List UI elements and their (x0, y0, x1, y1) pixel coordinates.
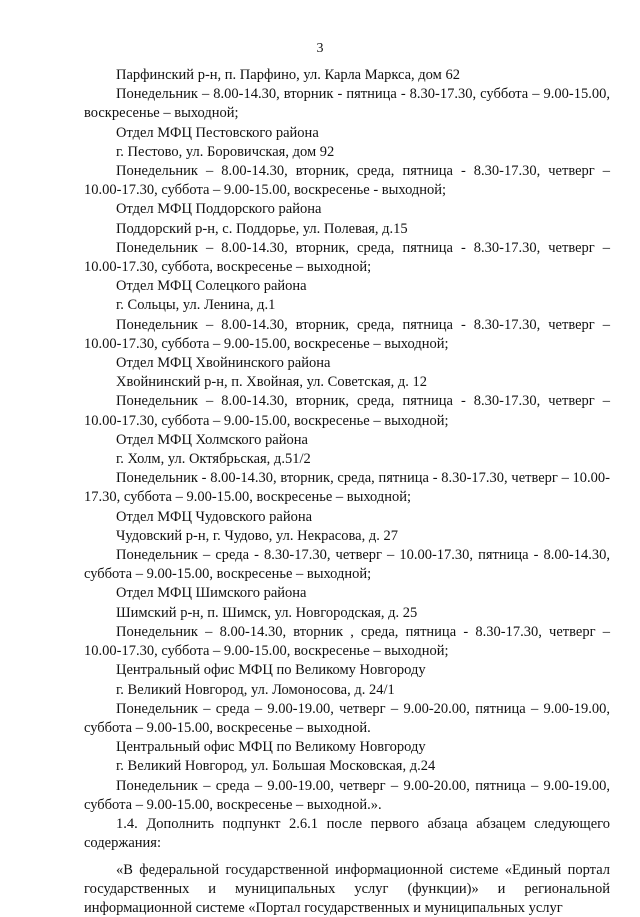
page-number: 3 (316, 41, 324, 56)
paragraph: Отдел МФЦ Солецкого района (116, 278, 307, 295)
document-body (84, 66, 610, 917)
paragraph: Понедельник – 8.00-14.30, вторник, среда, пятница - 8.30-17.30, четверг – 10.00-17.30, суббота – 9.00-15.00, воскресенье – выходной; (84, 393, 610, 429)
paragraph: Отдел МФЦ Поддорского района (116, 201, 322, 218)
paragraph: г. Великий Новгород, ул. Ломоносова, д. 24/1 (116, 681, 395, 698)
paragraph: Понедельник – среда – 9.00-19.00, четверг – 9.00-20.00, пятница – 9.00-19.00, суббота – 9.00-15.00, воскресенье – выходной.». (84, 777, 610, 813)
paragraph: Отдел МФЦ Пестовского района (116, 124, 319, 141)
paragraph: Отдел МФЦ Шимского района (116, 585, 307, 602)
paragraph: Парфинский р-н, п. Парфино, ул. Карла Маркса, дом 62 (116, 67, 460, 83)
paragraph: 1.4. Дополнить подпункт 2.6.1 после первого абзаца абзацем следующего содержания: (84, 815, 610, 852)
paragraph: г. Великий Новгород, ул. Большая Московская, д.24 (116, 758, 436, 775)
paragraph: Понедельник - 8.00-14.30, вторник, среда, пятница - 8.30-17.30, четверг – 10.00-17.30, суббота – 9.00-15.00, воскресенье – выходной; (84, 470, 610, 506)
paragraph: Отдел МФЦ Чудовского района (116, 508, 313, 525)
paragraph: Хвойнинский р-н, п. Хвойная, ул. Советская, д. 12 (116, 374, 428, 391)
paragraph: г. Сольцы, ул. Ленина, д.1 (116, 297, 276, 314)
paragraph: Шимский р-н, п. Шимск, ул. Новгородская, д. 25 (116, 604, 418, 621)
paragraph: Чудовский р-н, г. Чудово, ул. Некрасова, д. 27 (116, 527, 398, 544)
paragraph: Отдел МФЦ Хвойнинского района (116, 355, 331, 372)
paragraph: Понедельник – среда - 8.30-17.30, четверг – 10.00-17.30, пятница - 8.00-14.30, суббота – 9.00-15.00, воскресенье – выходной; (84, 547, 610, 583)
quote-paragraph: «В федеральной государственной информационной системе «Единый портал государственных и муниципальных услуг (функции)» и региональной информационной системе «Портал государственных и муниципальных услуг (84, 862, 610, 916)
paragraph: Центральный офис МФЦ по Великому Новгороду (116, 662, 426, 679)
paragraph: г. Пестово, ул. Боровичская, дом 92 (116, 143, 335, 160)
paragraph: Понедельник – 8.00-14.30, вторник - пятница - 8.30-17.30, суббота – 9.00-15.00, воскресенье – выходной; (84, 86, 610, 122)
paragraph: Понедельник – 8.00-14.30, вторник , среда, пятница - 8.30-17.30, четверг – 10.00-17.30, суббота – 9.00-15.00, воскресенье – выходной; (84, 623, 610, 660)
paragraph: Понедельник – 8.00-14.30, вторник, среда, пятница - 8.30-17.30, четверг – 10.00-17.30, суббота – 9.00-15.00, воскресенье - выходной; (84, 163, 610, 199)
paragraph: Отдел МФЦ Холмского района (116, 431, 308, 448)
paragraph: Понедельник – 8.00-14.30, вторник, среда, пятница - 8.30-17.30, четверг – 10.00-17.30, суббота, воскресенье – выходной; (84, 239, 610, 276)
paragraph: Поддорский р-н, с. Поддорье, ул. Полевая, д.15 (116, 220, 408, 237)
paragraph: Центральный офис МФЦ по Великому Новгороду (116, 739, 426, 756)
paragraph: Понедельник – 8.00-14.30, вторник, среда, пятница - 8.30-17.30, четверг – 10.00-17.30, суббота – 9.00-15.00, воскресенье – выходной; (84, 316, 610, 352)
paragraph: г. Холм, ул. Октябрьская, д.51/2 (116, 451, 311, 468)
paragraph: Понедельник – среда – 9.00-19.00, четверг – 9.00-20.00, пятница – 9.00-19.00, суббота – 9.00-15.00, воскресенье – выходной. (84, 700, 610, 736)
